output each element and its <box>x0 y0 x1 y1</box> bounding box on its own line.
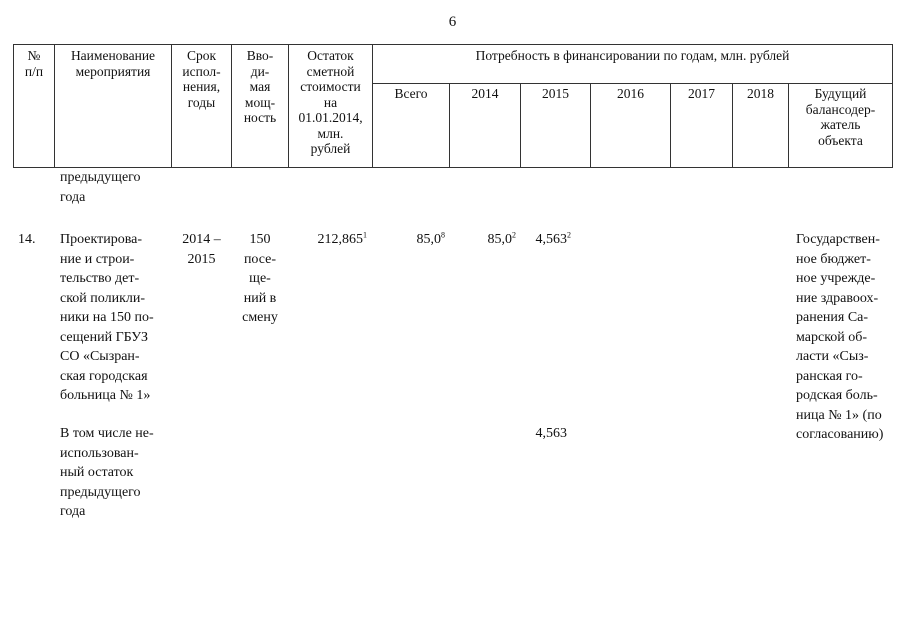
subrow-2015: 4,563 <box>535 426 567 441</box>
header-capacity: Вво- ди- мая мощ- ность <box>243 48 277 125</box>
header-num: № п/п <box>24 48 44 79</box>
row-14-capacity: 150 посе- ще- ний в смену <box>242 232 278 325</box>
row-14-term: 2014 – 2015 <box>182 232 221 267</box>
header-year-2014: 2014 <box>471 86 499 101</box>
header-year-2017: 2017 <box>688 86 715 101</box>
row-14-total: 85,0$^8$ <box>416 230 445 247</box>
header-year-2016: 2016 <box>617 86 644 101</box>
row-14-name: Проектирова- ние и строи- тельство дет- ской поликли- ники на 150 по- сещений ГБУЗ СО «Сызран- ская городская больница № 1» <box>60 232 154 403</box>
row-14-remaining-cost: 212,865$^1$ <box>317 230 367 247</box>
carryover-fragment: предыдущего года <box>60 170 141 205</box>
header-term: Срок испол- нения, годы <box>182 48 221 110</box>
header-future-holder: Будущий балансодер- жатель объекта <box>805 86 876 148</box>
row-14-2014: 85,0$^2$ <box>487 230 516 247</box>
header-year-2015: 2015 <box>542 86 569 101</box>
header-funding-need: Потребность в финансировании по годам, млн. рублей <box>475 48 790 63</box>
subrow-name: В том числе не- использован- ный остаток предыдущего года <box>60 426 154 519</box>
header-year-2018: 2018 <box>747 86 774 101</box>
header-remaining-cost: Остаток сметной стоимости на 01.01.2014, млн. рублей <box>298 48 363 156</box>
header-name: Наименование мероприятия <box>70 48 156 79</box>
row-14-number: 14. <box>18 232 36 247</box>
page-number: 6 <box>448 14 457 30</box>
header-total: Всего <box>394 86 428 101</box>
row-14-2015: 4,563$^2$ <box>535 230 571 247</box>
row-14-future-holder: Государствен- ное бюджет- ное учрежде- ние здравоох- ранения Са- марской об- ласти «Сыз- ранская го- родская боль- ница № 1» (по согласованию) <box>796 232 884 442</box>
